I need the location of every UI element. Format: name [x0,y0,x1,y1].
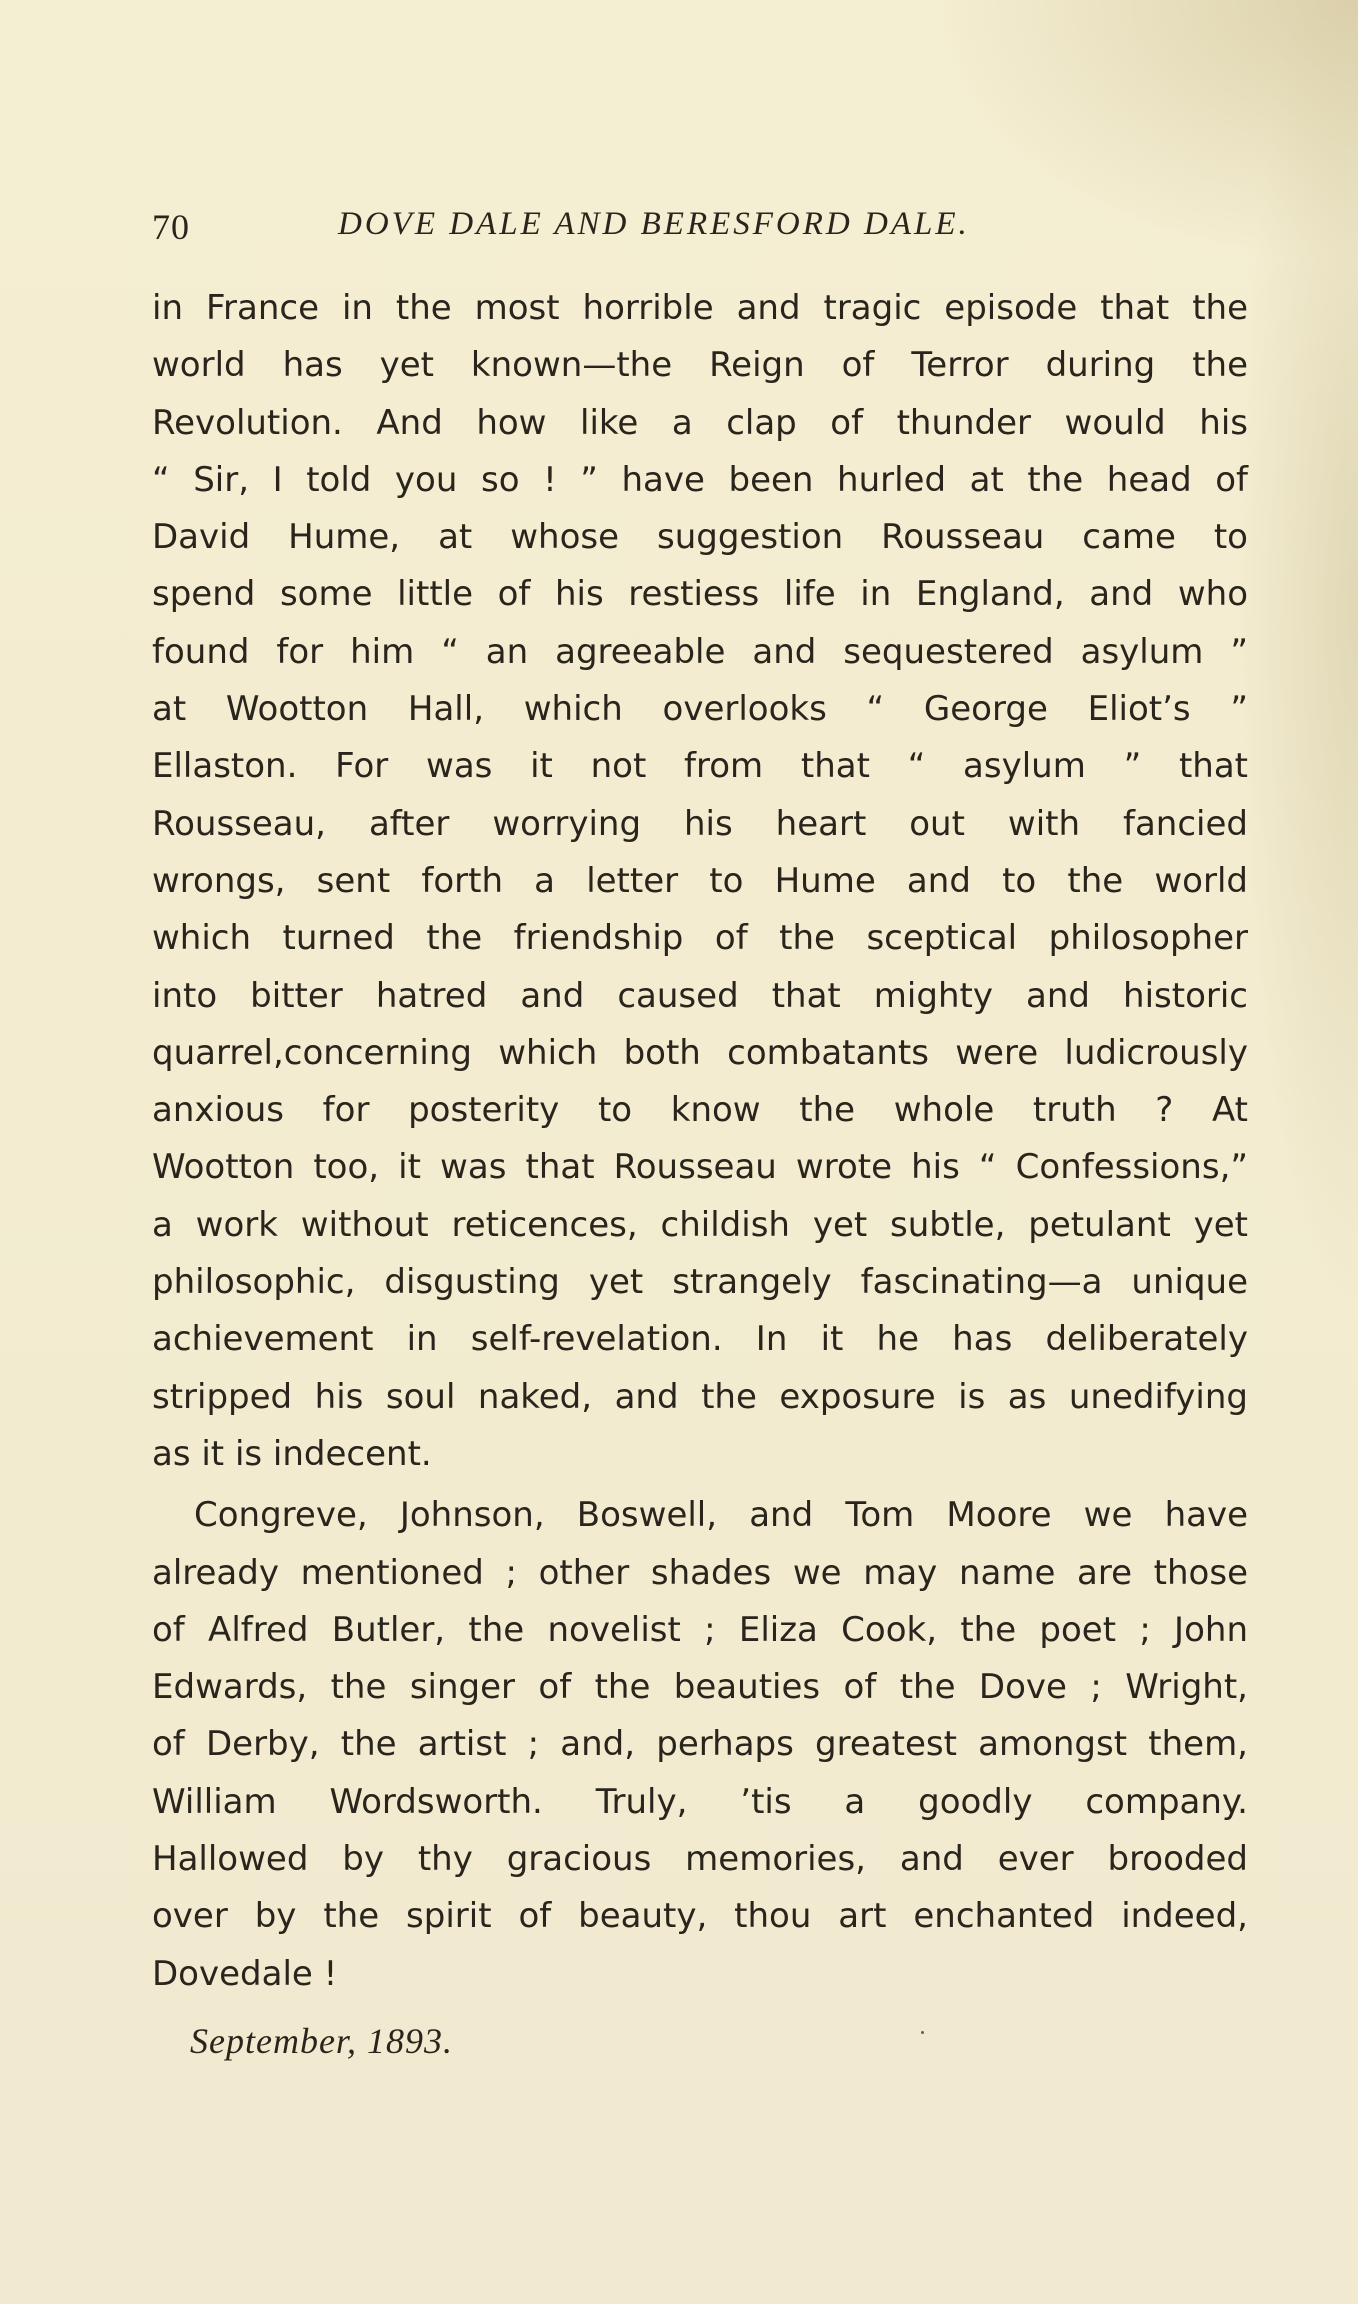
text-line: achievement in self-revelation. In it he has deliberately [152,1319,1248,1360]
text-line: in France in the most horrible and tragic episode that the [152,288,1248,328]
text-line: at Wootton Hall, which overlooks “ George Eliot’s ” [152,689,1248,730]
text-line: Hallowed by thy gracious memories, and ever brooded [152,1839,1248,1880]
text-line: into bitter hatred and caused that mighty and historic [152,975,1248,1016]
running-title: DOVE DALE AND BERESFORD DALE. [338,206,970,242]
text-line: wrongs, sent forth a letter to Hume and to the world [152,860,1248,901]
text-line: anxious for posterity to know the whole truth ? At [152,1090,1248,1131]
text-line: a work without reticences, childish yet subtle, petulant yet [152,1204,1248,1245]
text-line: philosophic, disgusting yet strangely fascinating—a unique [152,1262,1248,1303]
text-line: stripped his soul naked, and the exposure is as unedifying [152,1376,1248,1417]
paper-speck [921,2031,924,2034]
text-line: Wootton too, it was that Rousseau wrote his “ Confessions,” [152,1147,1248,1188]
text-line: Ellaston. For was it not from that “ asylum ” that [152,746,1248,787]
text-line: of Alfred Butler, the novelist ; Eliza Cook, the poet ; John [152,1609,1248,1650]
text-line: spend some little of his restiess life in England, and who [152,574,1248,615]
text-line: William Wordsworth. Truly, ’tis a goodly company. [152,1781,1248,1822]
text-line: David Hume, at whose suggestion Rousseau came to [152,517,1248,558]
text-line: Rousseau, after worrying his heart out with fancied [152,803,1248,844]
dateline: September, 1893. [190,2021,453,2061]
body-text [152,280,1248,2003]
text-line: over by the spirit of beauty, thou art enchanted indeed, [152,1896,1248,1937]
paragraph-2 [152,1487,1248,2003]
text-line: “ Sir, I told you so ! ” have been hurled at the head of [152,459,1248,500]
text-line: quarrel,concerning which both combatants were ludicrously [152,1032,1248,1073]
text-line: as it is indecent. [152,1433,432,1474]
text-line: found for him “ an agreeable and sequestered asylum ” [152,631,1248,672]
running-head [152,206,1062,256]
text-line: Congreve, Johnson, Boswell, and Tom Moore we have [194,1495,1248,1536]
paragraph-1 [152,280,1248,1483]
text-line: already mentioned ; other shades we may name are those [152,1552,1248,1593]
text-line: which turned the friendship of the sceptical philosopher [152,918,1248,959]
text-line: of Derby, the artist ; and, perhaps greatest amongst them, [152,1724,1248,1765]
text-line: Edwards, the singer of the beauties of the Dove ; Wright, [152,1667,1248,1708]
text-line: world has yet known—the Reign of Terror during the [152,345,1248,386]
text-line: Revolution. And how like a clap of thunder would his [152,402,1248,443]
page-number: 70 [152,207,190,247]
text-line: Dovedale ! [152,1953,338,1994]
